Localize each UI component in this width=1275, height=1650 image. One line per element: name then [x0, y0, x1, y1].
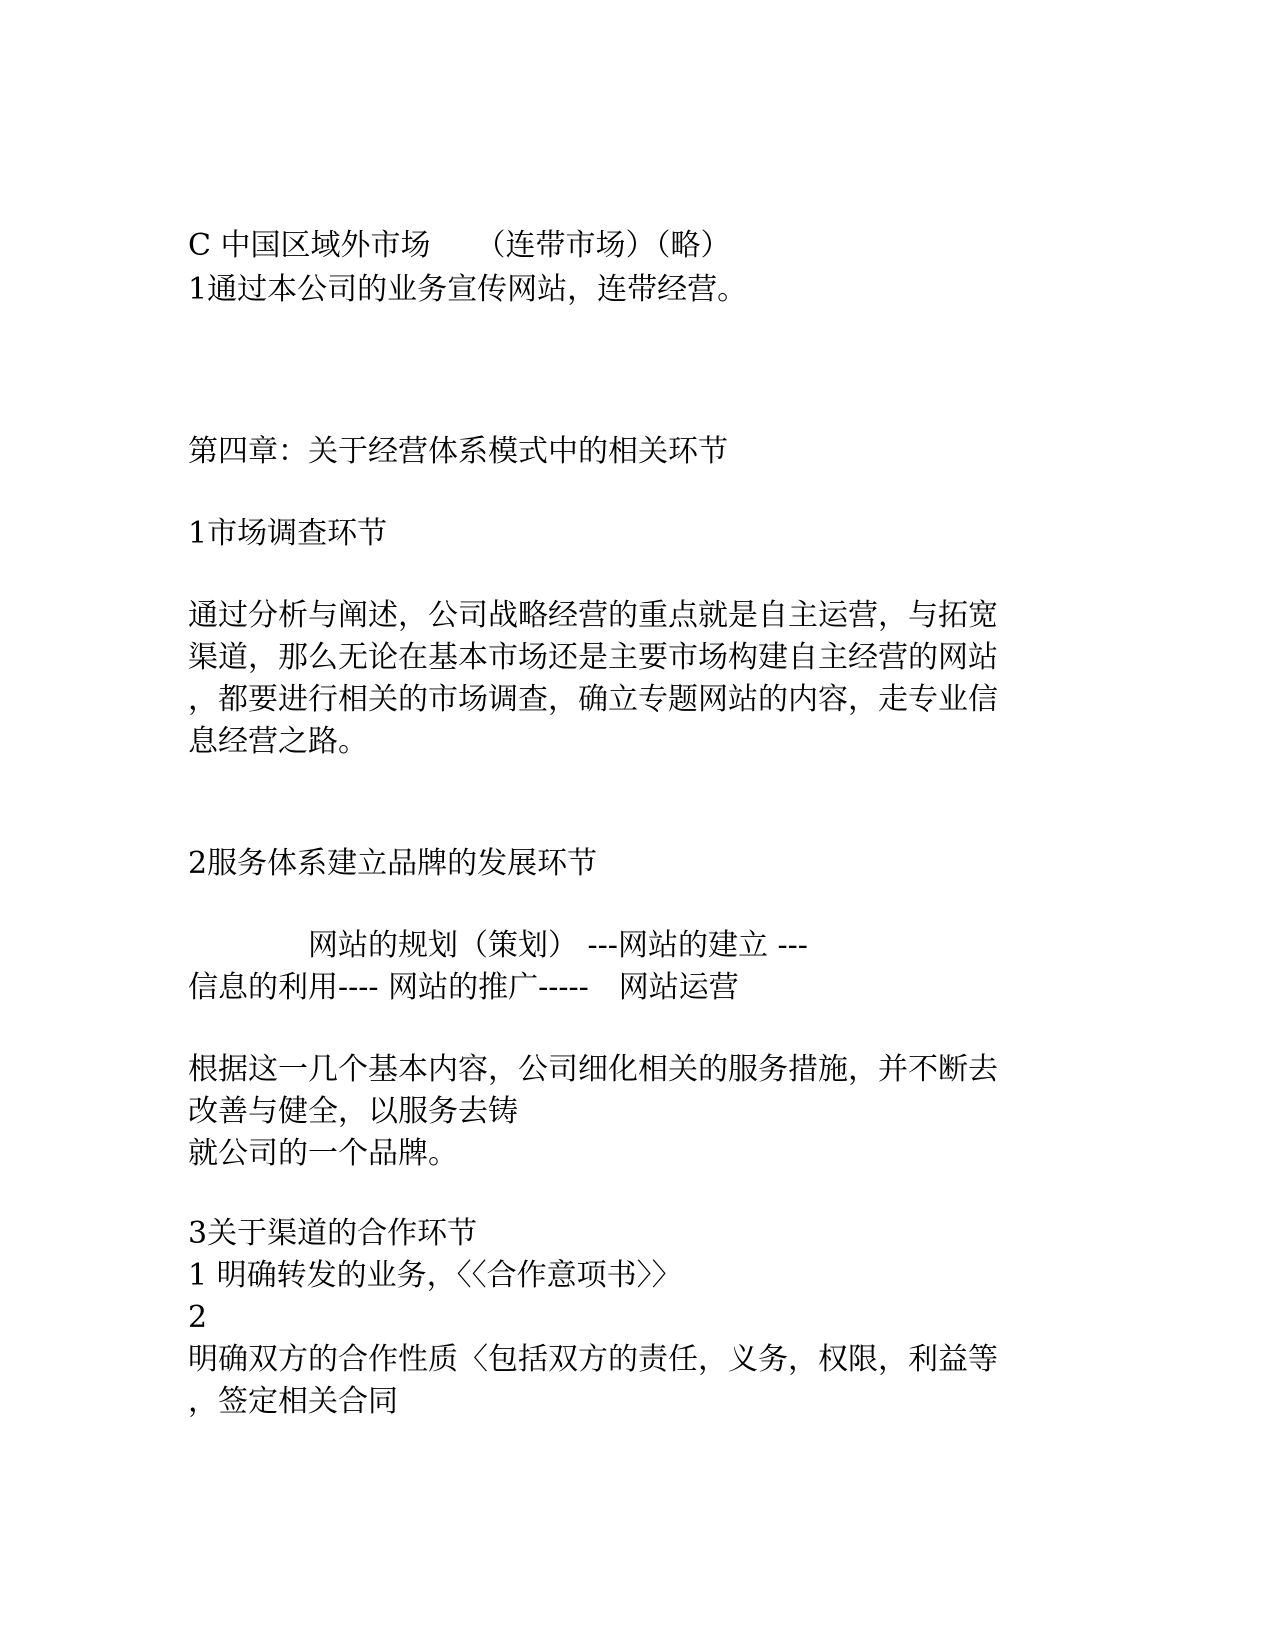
section-3-item-line: 2: [188, 1300, 208, 1335]
section-3-item-line: 明确双方的合作性质〈包括双方的责任，义务，权限，利益等: [188, 1342, 998, 1377]
section-3-item-line: 1 明确转发的业务，〈〈合作意项书〉〉: [188, 1258, 682, 1293]
chapter-title: 第四章：关于经营体系模式中的相关环节: [188, 434, 728, 469]
section-2-paragraph-line: 根据这一几个基本内容，公司细化相关的服务措施，并不断去: [188, 1052, 998, 1087]
section-1-paragraph-line: ，都要进行相关的市场调查，确立专题网站的内容，走专业信: [188, 682, 998, 717]
section-2-flow-line: 信息的利用---- 网站的推广----- 网站运营: [188, 970, 739, 1005]
section-1-paragraph-line: 息经营之路。: [188, 724, 368, 759]
section-3-heading: 3关于渠道的合作环节: [188, 1216, 478, 1251]
section-c-heading: C 中国区域外市场 （连带市场）（略）: [188, 228, 731, 263]
section-2-paragraph-line: 改善与健全，以服务去铸: [188, 1094, 518, 1129]
section-1-paragraph-line: 通过分析与阐述，公司战略经营的重点就是自主运营，与拓宽: [188, 598, 998, 633]
section-1-heading: 1市场调查环节: [188, 516, 388, 551]
section-3-item-line: ，签定相关合同: [188, 1384, 398, 1419]
section-2-paragraph-line: 就公司的一个品牌。: [188, 1136, 458, 1171]
section-1-paragraph-line: 渠道，那么无论在基本市场还是主要市场构建自主经营的网站: [188, 640, 998, 675]
section-c-item-1: 1通过本公司的业务宣传网站，连带经营。: [188, 272, 748, 307]
section-2-heading: 2服务体系建立品牌的发展环节: [188, 846, 598, 881]
section-2-flow-line: 网站的规划（策划） ---网站的建立 ---: [188, 928, 808, 963]
